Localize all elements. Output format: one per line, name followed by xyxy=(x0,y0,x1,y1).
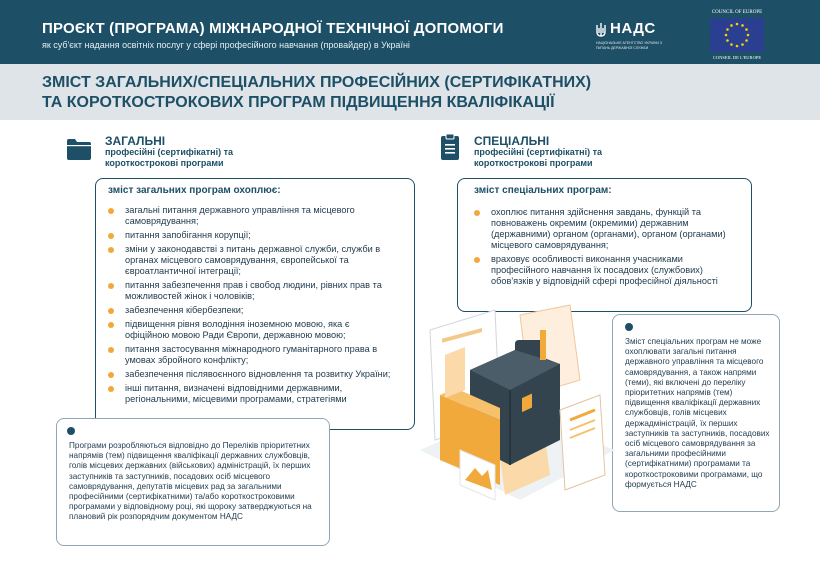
list-item: підвищення рівня володіння іноземною мовою, яка є офіційною мовою Ради Європи, державною мовою; xyxy=(108,319,396,341)
special-heading: СПЕЦІАЛЬНІ xyxy=(474,134,550,148)
special-subheading: професійні (сертифікатні) та короткострокові програми xyxy=(474,147,603,168)
special-note-text: Зміст спеціальних програм не може охоплювати загальні питання державного управління та місцевого самоврядування, а також напрями (теми), які включені до переліку пріоритетних напрямів (тем) підвищення кваліфікації державних службовців, голів місцевих держадміністрацій, їх перших заступників та заступників, посадових осіб місцевого самоврядування за загальними професійними (сертифікатними) програмами та короткостроковими програмами, що формується НАДС xyxy=(625,337,770,489)
briefcase-documents-illustration xyxy=(400,300,625,525)
star-icon xyxy=(741,43,744,46)
header-subtitle: як суб'єкт надання освітніх послуг у сфері професійного навчання (провайдер) в Україні xyxy=(42,40,410,50)
star-icon xyxy=(745,39,748,42)
star-icon xyxy=(726,39,729,42)
star-icon xyxy=(726,28,729,31)
trident-icon xyxy=(596,22,606,38)
page-title-line1: ЗМІСТ ЗАГАЛЬНИХ/СПЕЦІАЛЬНИХ ПРОФЕСІЙНИХ (СЕРТИФІКАТНИХ) xyxy=(42,74,592,91)
header-title: ПРОЄКТ (ПРОГРАМА) МІЖНАРОДНОЇ ТЕХНІЧНОЇ ДОПОМОГИ xyxy=(42,20,504,37)
list-item: питання застосування міжнародного гуманітарного права в умовах збройного конфлікту; xyxy=(108,344,396,366)
coe-logo-bottom: CONSEIL DE L'EUROPE xyxy=(712,55,762,60)
star-icon xyxy=(745,28,748,31)
list-item: загальні питання державного управління та місцевого самоврядування; xyxy=(108,205,396,227)
star-icon xyxy=(730,24,733,27)
star-icon xyxy=(747,34,750,37)
general-note-box xyxy=(56,418,330,546)
note-bullet xyxy=(67,427,75,435)
folder-icon xyxy=(66,137,92,161)
coe-logo xyxy=(705,10,769,62)
special-content-box xyxy=(457,178,752,312)
page-title xyxy=(42,73,682,113)
coe-logo-top: COUNCIL OF EUROPE xyxy=(711,10,763,15)
page-title-line2: ТА КОРОТКОСТРОКОВИХ ПРОГРАМ ПІДВИЩЕННЯ КВАЛІФІКАЦІЇ xyxy=(42,94,555,111)
star-icon xyxy=(730,43,733,46)
general-list xyxy=(108,205,396,408)
general-heading: ЗАГАЛЬНІ xyxy=(105,134,166,148)
eu-stars-flag-icon xyxy=(710,18,764,52)
general-note-text: Програми розробляються відповідно до Переліків пріоритетних напрямів (тем) підвищення кваліфікації державних службовців, голів місцевих державних (військових) адміністрацій, їх перших заступників та заступників, посадових осіб місцевого самоврядування, депутатів місцевих рад за загальними професійними (сертифікатними) та/або короткостроковими програмами у відповідному році, які щороку затверджуються на плановий рік розпорядчим документом НАДС xyxy=(69,441,312,522)
note-bullet xyxy=(625,323,633,331)
list-item: питання запобігання корупції; xyxy=(108,230,396,241)
clipboard-icon xyxy=(440,133,460,161)
list-item: питання забезпечення прав і свобод людини, рівних прав та можливостей жінок і чоловіків; xyxy=(108,280,396,302)
special-list xyxy=(474,207,734,290)
list-item: забезпечення кібербезпеки; xyxy=(108,305,396,316)
star-icon xyxy=(741,24,744,27)
general-subheading: професійні (сертифікатні) та короткострокові програми xyxy=(105,147,234,168)
special-note-box xyxy=(612,314,780,512)
star-icon xyxy=(736,23,739,26)
list-item: забезпечення післявоєнного відновлення та розвитку України; xyxy=(108,369,396,380)
star-icon xyxy=(736,45,739,48)
list-item: інші питання, визначені відповідними державними, регіональними, місцевими програмами, стратегіями xyxy=(108,383,396,405)
star-icon xyxy=(725,34,728,37)
general-box-heading: зміст загальних програм охоплює: xyxy=(108,185,281,196)
nads-logo-name: НАДС xyxy=(610,20,656,37)
nads-logo xyxy=(596,20,676,56)
list-item: зміни у законодавстві з питань державної служби, служби в органах місцевого самоврядування, європейської та євроатлантичної інтеграції; xyxy=(108,244,396,277)
general-content-box xyxy=(95,178,415,430)
list-item: охоплює питання здійснення завдань, функцій та повноважень окремим (окремими) державним (державними) органом (органами), органом (органами) місцевого самоврядування; xyxy=(474,207,734,251)
list-item: враховує особливості виконання учасниками професійного навчання їх посадових (службових) обов'язків у відповідній сфері професійної діяльності xyxy=(474,254,734,287)
special-box-heading: зміст спеціальних програм: xyxy=(474,185,612,196)
nads-logo-caption: НАЦІОНАЛЬНЕ АГЕНТСТВО УКРАЇНИ З ПИТАНЬ ДЕРЖАВНОЇ СЛУЖБИ xyxy=(596,41,663,50)
